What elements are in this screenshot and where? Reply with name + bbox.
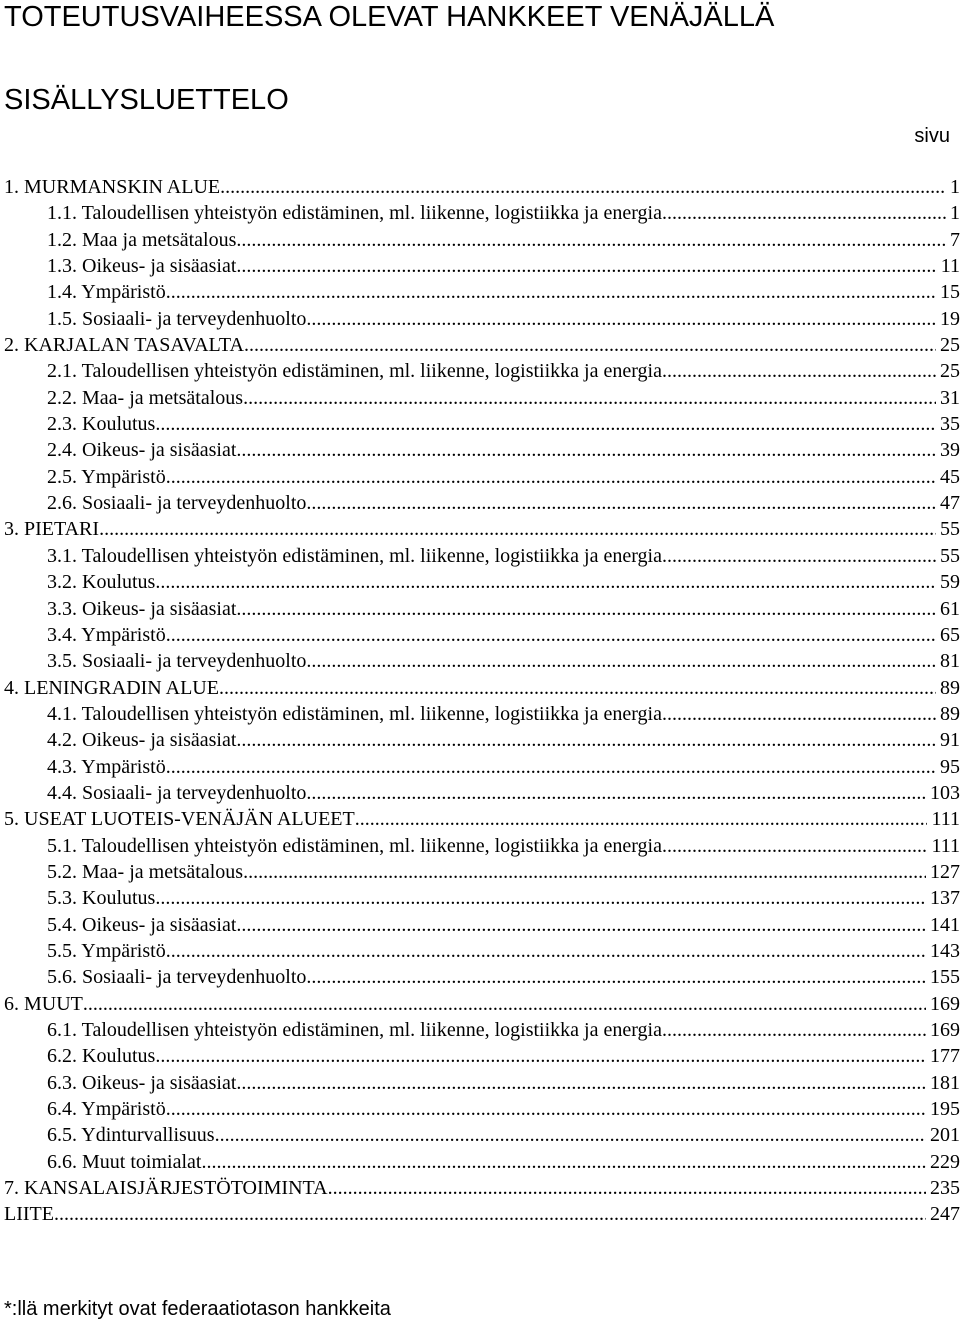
toc-subsection-entry[interactable] (4, 569, 960, 595)
toc-dot-leader (201, 1149, 926, 1175)
footnote: *:llä merkityt ovat federaatiotason hankkeita (4, 1298, 391, 1320)
toc-entry-label: 6. MUUT (4, 992, 83, 1015)
toc-subsection-entry[interactable] (4, 1122, 960, 1148)
toc-page-number: 65 (940, 623, 960, 646)
toc-entry-label: 3. PIETARI (4, 518, 100, 541)
toc-section-entry[interactable] (4, 1175, 960, 1201)
toc-entry-label: 6.4. Ympäristö (47, 1098, 166, 1121)
toc-subsection-entry[interactable] (4, 306, 960, 332)
toc-entry-label: 6.3. Oikeus- ja sisäasiat (47, 1071, 237, 1094)
toc-section-entry[interactable] (4, 174, 960, 200)
toc-entry-label: 1.2. Maa ja metsätalous (47, 228, 237, 251)
toc-subsection-entry[interactable] (4, 1070, 960, 1096)
toc-dot-leader (54, 1201, 926, 1227)
toc-dot-leader (219, 675, 936, 701)
toc-dot-leader (306, 648, 936, 674)
toc-entry-label: 1.4. Ympäristö (47, 281, 166, 304)
toc-subsection-entry[interactable] (4, 833, 960, 859)
toc-dot-leader (155, 569, 936, 595)
toc-dot-leader (166, 622, 936, 648)
toc-entry-label: 6.1. Taloudellisen yhteistyön edistäminen, ml. liikenne, logistiikka ja energia (47, 1019, 662, 1041)
toc-entry-label: 5.6. Sosiaali- ja terveydenhuolto (47, 966, 307, 989)
toc-page-number: 229 (930, 1150, 960, 1173)
toc-dot-leader (236, 596, 936, 622)
toc-entry-label: 5. USEAT LUOTEIS-VENÄJÄN ALUEET (4, 808, 355, 831)
toc-dot-leader (166, 464, 936, 490)
toc-dot-leader (662, 701, 936, 727)
toc-entry-label: 6.2. Koulutus (47, 1045, 156, 1068)
document-title: TOTEUTUSVAIHEESSA OLEVAT HANKKEET VENÄJÄLLÄ (4, 1, 775, 33)
toc-page-number: 25 (940, 360, 960, 383)
toc-page-number: 15 (940, 281, 960, 304)
toc-entry-label: 5.3. Koulutus (47, 887, 156, 910)
toc-dot-leader (155, 885, 926, 911)
toc-page-number: 95 (940, 755, 960, 778)
toc-subsection-entry[interactable] (4, 964, 960, 990)
toc-page-number: 35 (940, 413, 960, 436)
toc-entry-label: 5.5. Ympäristö (47, 939, 166, 962)
toc-subsection-entry[interactable] (4, 780, 960, 806)
toc-page-number: 19 (940, 307, 960, 330)
toc-page-number: 177 (930, 1045, 960, 1068)
toc-subsection-entry[interactable] (4, 859, 960, 885)
toc-entry-label: 2.1. Taloudellisen yhteistyön edistäminen, ml. liikenne, logistiikka ja energia (47, 360, 662, 383)
toc-page-number: 181 (930, 1071, 960, 1094)
page-column-label: sivu (914, 125, 950, 147)
toc-page-number: 201 (930, 1124, 960, 1147)
toc-subsection-entry[interactable] (4, 253, 960, 279)
toc-subsection-entry[interactable] (4, 648, 960, 674)
toc-entry-label: 1. MURMANSKIN ALUE (4, 176, 221, 198)
toc-page-number: 55 (940, 544, 960, 567)
toc-page-number: 59 (940, 571, 960, 594)
toc-entry-label: 3.4. Ympäristö (47, 623, 166, 646)
toc-entry-label: 1.3. Oikeus- ja sisäasiat (47, 255, 237, 278)
toc-page-number: 111 (931, 834, 960, 857)
toc-entry-label: 1.5. Sosiaali- ja terveydenhuolto (47, 307, 307, 330)
toc-dot-leader (243, 385, 936, 411)
toc-subsection-entry[interactable] (4, 358, 960, 384)
toc-page-number: 89 (940, 702, 960, 725)
toc-entry-label: 5.4. Oikeus- ja sisäasiat (47, 913, 237, 936)
toc-entry-label: 5.2. Maa- ja metsätalous (47, 860, 244, 883)
toc-dot-leader (243, 859, 926, 885)
toc-subsection-entry[interactable] (4, 464, 960, 490)
toc-page-number: 155 (930, 966, 960, 989)
toc-section-entry[interactable] (4, 806, 960, 832)
toc-subsection-entry[interactable] (4, 596, 960, 622)
toc-entry-label: 4.3. Ympäristö (47, 755, 166, 778)
toc-page-number: 11 (940, 255, 960, 278)
toc-page-number: 7 (950, 228, 960, 251)
toc-dot-leader (215, 1122, 926, 1148)
toc-subsection-entry[interactable] (4, 1096, 960, 1122)
toc-subsection-entry[interactable] (4, 227, 960, 253)
toc-entry-label: LIITE (4, 1203, 54, 1226)
toc-entry-label: 2.4. Oikeus- ja sisäasiat (47, 439, 237, 462)
toc-entry-label: 2.6. Sosiaali- ja terveydenhuolto (47, 492, 307, 515)
toc-page-number: 45 (940, 465, 960, 488)
toc-dot-leader (166, 1096, 926, 1122)
toc-heading: SISÄLLYSLUETTELO (4, 84, 289, 116)
toc-dot-leader (236, 1070, 926, 1096)
toc-page-number: 127 (930, 860, 960, 883)
toc-page-number: 61 (940, 597, 960, 620)
toc-page-number: 47 (940, 492, 960, 515)
toc-subsection-entry[interactable] (4, 938, 960, 964)
toc-dot-leader (306, 490, 936, 516)
toc-page-number: 31 (940, 386, 960, 409)
toc-page-number: 141 (930, 913, 960, 936)
toc-dot-leader (220, 174, 946, 200)
toc-dot-leader (306, 306, 936, 332)
toc-page-number: 39 (940, 439, 960, 462)
toc-subsection-entry[interactable] (4, 543, 960, 569)
toc-entry-label: 3.5. Sosiaali- ja terveydenhuolto (47, 650, 307, 673)
toc-dot-leader (155, 1043, 926, 1069)
toc-section-entry[interactable] (4, 516, 960, 542)
toc-entry-label: 5.1. Taloudellisen yhteistyön edistäminen, ml. liikenne, logistiikka ja energia (47, 834, 662, 857)
toc-dot-leader (166, 938, 926, 964)
toc-dot-leader (328, 1175, 926, 1201)
toc-page-number: 89 (940, 676, 960, 699)
toc-page-number: 143 (930, 939, 960, 962)
toc-entry-label: 4.2. Oikeus- ja sisäasiat (47, 729, 237, 752)
toc-page-number: 91 (940, 729, 960, 752)
toc-subsection-entry[interactable] (4, 622, 960, 648)
toc-entry-label: 2.5. Ympäristö (47, 465, 166, 488)
toc-dot-leader (236, 727, 936, 753)
toc-section-entry[interactable] (4, 675, 960, 701)
toc-page-number: 103 (930, 781, 960, 804)
toc-page-number: 247 (930, 1203, 960, 1226)
toc-entry-label: 4. LENINGRADIN ALUE (4, 676, 219, 699)
toc-subsection-entry[interactable] (4, 437, 960, 463)
toc-page-number: 81 (940, 650, 960, 673)
toc-entry-label: 4.1. Taloudellisen yhteistyön edistäminen, ml. liikenne, logistiikka ja energia (47, 702, 662, 725)
toc-dot-leader (662, 833, 928, 859)
toc-dot-leader (662, 200, 946, 226)
toc-page-number: 235 (930, 1177, 960, 1200)
toc-entry-label: 4.4. Sosiaali- ja terveydenhuolto (47, 781, 307, 804)
toc-entry-label: 6.6. Muut toimialat (47, 1150, 202, 1173)
toc-page-number: 169 (930, 1019, 960, 1041)
toc-dot-leader (306, 964, 926, 990)
toc-dot-leader (236, 253, 936, 279)
toc-subsection-entry[interactable] (4, 1017, 960, 1043)
toc-subsection-entry[interactable] (4, 754, 960, 780)
toc-dot-leader (155, 411, 936, 437)
toc-dot-leader (244, 332, 936, 358)
toc-subsection-entry[interactable] (4, 912, 960, 938)
toc-subsection-entry[interactable] (4, 701, 960, 727)
toc-subsection-entry[interactable] (4, 200, 960, 226)
toc-entry-label: 3.3. Oikeus- ja sisäasiat (47, 597, 237, 620)
toc-dot-leader (236, 437, 936, 463)
toc-entry-label: 2. KARJALAN TASAVALTA (4, 334, 244, 357)
toc-subsection-entry[interactable] (4, 490, 960, 516)
toc-entry-label: 2.3. Koulutus (47, 413, 156, 436)
toc-dot-leader (83, 991, 926, 1017)
toc-dot-leader (662, 543, 936, 569)
toc-dot-leader (662, 1017, 926, 1043)
toc-dot-leader (236, 912, 926, 938)
toc-entry-label: 6.5. Ydinturvallisuus (47, 1124, 215, 1147)
toc-section-entry[interactable] (4, 1201, 960, 1227)
toc-section-entry[interactable] (4, 991, 960, 1017)
toc-entry-label: 3.2. Koulutus (47, 571, 156, 594)
toc-page-number: 55 (940, 518, 960, 541)
toc-entry-label: 1.1. Taloudellisen yhteistyön edistäminen, ml. liikenne, logistiikka ja energia (47, 202, 662, 225)
toc-page-number: 1 (950, 176, 960, 198)
toc-dot-leader (166, 754, 936, 780)
toc-subsection-entry[interactable] (4, 385, 960, 411)
toc-page-number: 169 (930, 992, 960, 1015)
toc-entry-label: 3.1. Taloudellisen yhteistyön edistäminen, ml. liikenne, logistiikka ja energia (47, 544, 662, 567)
toc-subsection-entry[interactable] (4, 411, 960, 437)
toc-dot-leader (355, 806, 928, 832)
toc-page-number: 111 (931, 808, 960, 831)
toc-entry-label: 7. KANSALAISJÄRJESTÖTOIMINTA (4, 1177, 328, 1200)
toc-page-number: 195 (930, 1098, 960, 1121)
toc-subsection-entry[interactable] (4, 1043, 960, 1069)
toc-dot-leader (99, 516, 936, 542)
toc-page-number: 1 (950, 202, 960, 225)
toc-subsection-entry[interactable] (4, 279, 960, 305)
toc-dot-leader (166, 279, 936, 305)
toc-dot-leader (236, 227, 946, 253)
toc-entry-label: 2.2. Maa- ja metsätalous (47, 386, 244, 409)
toc-dot-leader (662, 358, 936, 384)
toc-section-entry[interactable] (4, 332, 960, 358)
table-of-contents (4, 174, 960, 1228)
toc-subsection-entry[interactable] (4, 1149, 960, 1175)
toc-page-number: 25 (940, 334, 960, 357)
toc-subsection-entry[interactable] (4, 885, 960, 911)
toc-page-number: 137 (930, 887, 960, 910)
toc-dot-leader (306, 780, 926, 806)
toc-subsection-entry[interactable] (4, 727, 960, 753)
